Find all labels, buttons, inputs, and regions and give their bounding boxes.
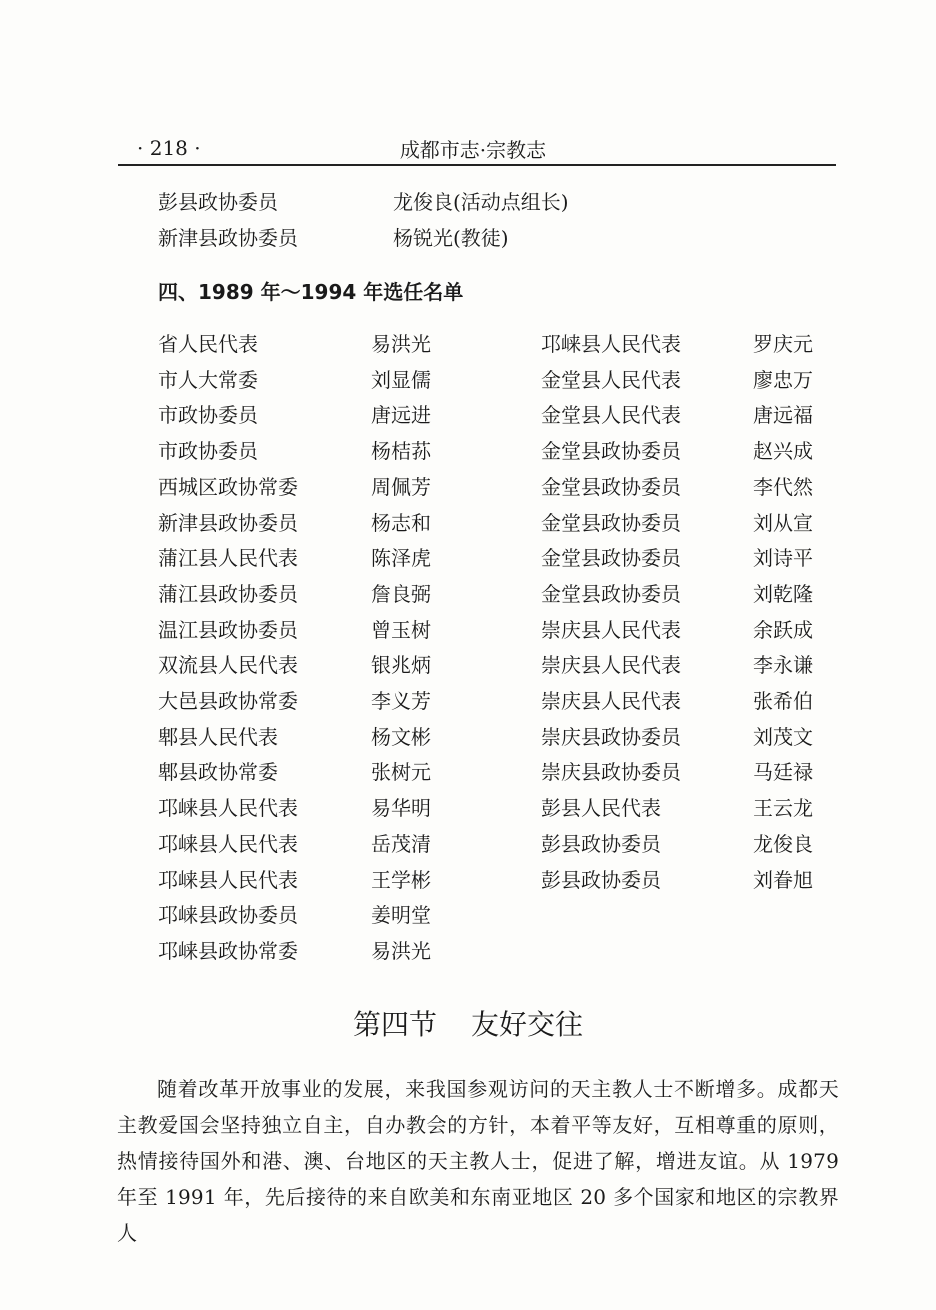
carryover-role: 彭县政协委员 [158, 190, 278, 214]
list-name: 余跃成 [753, 618, 813, 642]
list-role: 崇庆县人民代表 [541, 689, 681, 713]
list-name: 廖忠万 [753, 368, 813, 392]
list-role: 邛崃县政协委员 [158, 903, 298, 927]
list-name: 姜明堂 [371, 903, 431, 927]
list-name: 刘乾隆 [753, 582, 813, 606]
section-title-text: 友好交往 [471, 1008, 584, 1041]
list-role: 新津县政协委员 [158, 511, 298, 535]
list-name: 刘诗平 [753, 546, 813, 570]
list-name: 刘眷旭 [753, 868, 813, 892]
list-role: 邛崃县人民代表 [158, 796, 298, 820]
list-role: 崇庆县人民代表 [541, 618, 681, 642]
list-name: 马廷禄 [753, 760, 813, 784]
list-role: 邛崃县人民代表 [158, 832, 298, 856]
list-role: 市政协委员 [158, 439, 258, 463]
list-role: 郫县人民代表 [158, 725, 278, 749]
list-name: 陈泽虎 [371, 546, 431, 570]
list-role: 省人民代表 [158, 332, 258, 356]
list-name: 詹良弼 [371, 582, 431, 606]
carryover-name: 杨锐光(教徒) [393, 226, 509, 250]
carryover-name: 龙俊良(活动点组长) [393, 190, 569, 214]
list-name: 张树元 [371, 760, 431, 784]
list-name: 银兆炳 [371, 653, 431, 677]
section-number: 第四节 [352, 1008, 437, 1041]
body-paragraph: 随着改革开放事业的发展，来我国参观访问的天主教人士不断增多。成都天主教爱国会坚持独立自主，自办教会的方针，本着平等友好，互相尊重的原则，热情接待国外和港、澳、台地区的天主教人士，促进了解，增进友谊。从 1979 年至 1991 年，先后接待的来自欧美和东南亚地区 20 多个国家和地区的宗教界人 [117, 1077, 839, 1245]
list-name: 李义芳 [371, 689, 431, 713]
page-number: · 218 · [137, 136, 201, 160]
list-name: 李代然 [753, 475, 813, 499]
list-name: 周佩芳 [371, 475, 431, 499]
carryover-role: 新津县政协委员 [158, 226, 298, 250]
list-role: 郫县政协常委 [158, 760, 278, 784]
list-role: 邛崃县人民代表 [158, 868, 298, 892]
list-role: 温江县政协委员 [158, 618, 298, 642]
list-role: 彭县政协委员 [541, 868, 661, 892]
list-name: 曾玉树 [371, 618, 431, 642]
list-role: 彭县人民代表 [541, 796, 661, 820]
list-role: 金堂县政协委员 [541, 546, 681, 570]
list-name: 刘从宣 [753, 511, 813, 535]
list-name: 唐远进 [371, 403, 431, 427]
list-role: 崇庆县人民代表 [541, 653, 681, 677]
list-role: 市政协委员 [158, 403, 258, 427]
list-name: 刘显儒 [371, 368, 431, 392]
list-name: 罗庆元 [753, 332, 813, 356]
list-role: 大邑县政协常委 [158, 689, 298, 713]
list-role: 崇庆县政协委员 [541, 760, 681, 784]
list-role: 双流县人民代表 [158, 653, 298, 677]
list-name: 王学彬 [371, 868, 431, 892]
list-name: 易洪光 [371, 939, 431, 963]
list-name: 龙俊良 [753, 832, 813, 856]
list-role: 崇庆县政协委员 [541, 725, 681, 749]
list-name: 杨文彬 [371, 725, 431, 749]
list-role: 西城区政协常委 [158, 475, 298, 499]
list-role: 邛崃县人民代表 [541, 332, 681, 356]
list-name: 李永谦 [753, 653, 813, 677]
list-role: 蒲江县人民代表 [158, 546, 298, 570]
list-role: 彭县政协委员 [541, 832, 661, 856]
list-role: 金堂县人民代表 [541, 403, 681, 427]
list-name: 易洪光 [371, 332, 431, 356]
list-role: 市人大常委 [158, 368, 258, 392]
header-rule [118, 164, 836, 166]
list-role: 金堂县政协委员 [541, 439, 681, 463]
list-role: 蒲江县政协委员 [158, 582, 298, 606]
list-name: 杨桔荪 [371, 439, 431, 463]
list-role: 金堂县政协委员 [541, 511, 681, 535]
list-name: 易华明 [371, 796, 431, 820]
list-name: 岳茂清 [371, 832, 431, 856]
running-title: 成都市志·宗教志 [399, 138, 547, 162]
list-name: 杨志和 [371, 511, 431, 535]
list-role: 金堂县政协委员 [541, 582, 681, 606]
list-role: 金堂县人民代表 [541, 368, 681, 392]
list-heading: 四、1989 年～1994 年选任名单 [158, 280, 464, 304]
list-role: 金堂县政协委员 [541, 475, 681, 499]
list-name: 唐远福 [753, 403, 813, 427]
list-name: 赵兴成 [753, 439, 813, 463]
list-role: 邛崃县政协常委 [158, 939, 298, 963]
list-name: 张希伯 [753, 689, 813, 713]
section-title [0, 1003, 936, 1043]
list-name: 刘茂文 [753, 725, 813, 749]
list-name: 王云龙 [753, 796, 813, 820]
